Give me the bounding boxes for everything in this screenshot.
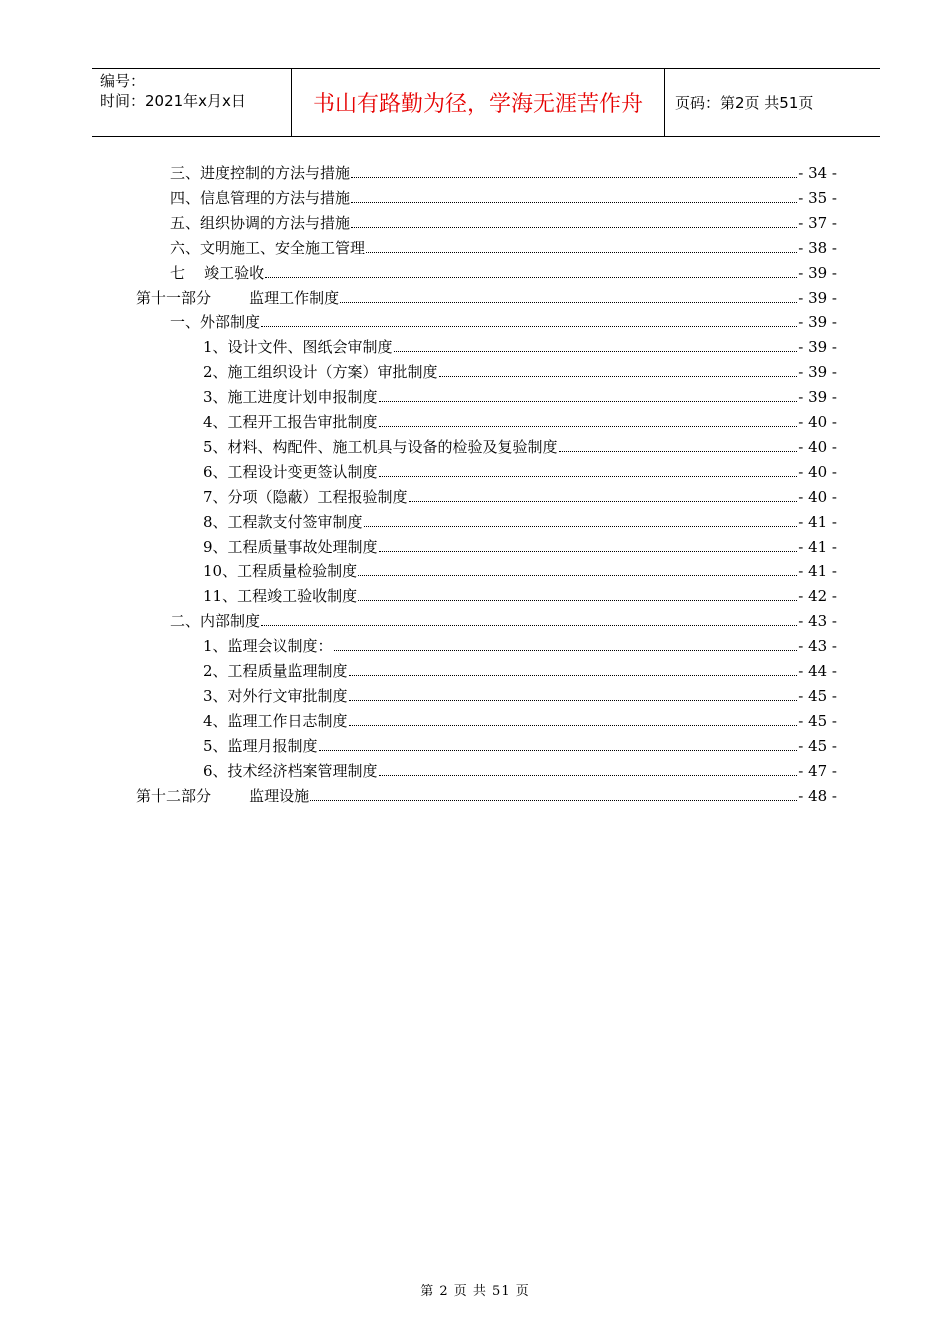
toc-entry-title: 四、信息管理的方法与措施: [170, 188, 351, 207]
toc-entry-title: 五、组织协调的方法与措施: [170, 213, 351, 232]
toc-entry[interactable]: [203, 733, 837, 757]
toc-entry-title: 5、材料、构配件、施工机具与设备的检验及复验制度: [203, 437, 558, 456]
toc-leader-dots: [409, 500, 798, 502]
toc-entry[interactable]: [203, 409, 837, 433]
toc-entry[interactable]: [170, 309, 837, 333]
toc-entry-page: - 41 -: [798, 512, 837, 531]
toc-entry-page: - 47 -: [798, 761, 837, 780]
toc-entry-page: - 39 -: [798, 338, 837, 357]
toc-leader-dots: [319, 749, 798, 751]
toc-entry[interactable]: [203, 434, 837, 458]
toc-entry[interactable]: [203, 359, 837, 383]
toc-entry-title: 10、工程质量检验制度: [203, 562, 358, 581]
toc-leader-dots: [358, 574, 797, 576]
toc-entry[interactable]: [170, 160, 837, 184]
toc-entry-page: - 45 -: [798, 736, 837, 755]
page-footer: 第 2 页 共 51 页: [420, 1284, 530, 1299]
toc-entry-title: 第十一部分 监理工作制度: [136, 288, 340, 307]
toc-entry[interactable]: [170, 210, 837, 234]
toc-entry-page: - 45 -: [798, 686, 837, 705]
toc-leader-dots: [379, 425, 798, 427]
toc-entry-title: 8、工程款支付签审制度: [203, 512, 363, 531]
toc-entry[interactable]: [136, 285, 837, 309]
toc-entry-page: - 41 -: [798, 537, 837, 556]
toc-entry[interactable]: [203, 633, 837, 657]
toc-entry-page: - 40 -: [798, 487, 837, 506]
toc-entry[interactable]: [203, 334, 837, 358]
header-page-info: 页码：第2页 共51页: [675, 94, 814, 112]
toc-entry-title: 一、外部制度: [170, 313, 261, 332]
toc-leader-dots: [349, 699, 798, 701]
toc-leader-dots: [394, 350, 798, 352]
toc-entry-title: 3、施工进度计划申报制度: [203, 388, 378, 407]
toc-entry-title: 1、监理会议制度：: [203, 637, 333, 656]
page-header: [92, 68, 880, 137]
toc-leader-dots: [265, 276, 797, 278]
toc-entry-page: - 39 -: [798, 363, 837, 382]
toc-leader-dots: [351, 176, 797, 178]
toc-leader-dots: [340, 301, 797, 303]
toc-entry-title: 7、分项（隐蔽）工程报验制度: [203, 487, 408, 506]
toc-entry-title: 4、工程开工报告审批制度: [203, 413, 378, 431]
toc-entry-title: 5、监理月报制度: [203, 736, 318, 755]
header-motto: 书山有路勤为径，学海无涯苦作舟: [292, 69, 665, 136]
toc-entry-page: - 42 -: [798, 587, 837, 606]
toc-entry-page: - 39 -: [798, 388, 837, 407]
toc-leader-dots: [379, 475, 798, 477]
toc-entry-title: 七 竣工验收: [170, 263, 265, 282]
toc-entry-page: - 35 -: [798, 188, 837, 207]
toc-entry-page: - 44 -: [798, 662, 837, 680]
toc-entry[interactable]: [203, 484, 837, 508]
toc-entry-title: 6、工程设计变更签认制度: [203, 462, 378, 481]
toc-entry[interactable]: [203, 683, 837, 707]
toc-entry-title: 3、对外行文审批制度: [203, 686, 348, 705]
toc-leader-dots: [364, 525, 798, 527]
toc-entry-page: - 39 -: [798, 313, 837, 332]
toc-entry[interactable]: [170, 608, 837, 632]
toc-entry-page: - 43 -: [798, 612, 837, 631]
toc-entry-page: - 39 -: [798, 288, 837, 307]
toc-leader-dots: [366, 251, 797, 253]
toc-leader-dots: [261, 325, 797, 327]
toc-entry-title: 第十二部分 监理设施: [136, 786, 310, 805]
toc-entry-page: - 45 -: [798, 711, 837, 730]
toc-entry[interactable]: [203, 509, 837, 533]
toc-entry-title: 11、工程竣工验收制度: [203, 587, 358, 606]
toc-leader-dots: [439, 375, 798, 377]
toc-leader-dots: [358, 599, 797, 601]
toc-entry-title: 2、工程质量监理制度: [203, 662, 348, 680]
toc-entry-page: - 40 -: [798, 413, 837, 431]
toc-entry-page: - 37 -: [798, 213, 837, 232]
toc-entry[interactable]: [203, 708, 837, 732]
toc-entry-title: 二、内部制度: [170, 612, 261, 631]
toc-entry-page: - 40 -: [798, 437, 837, 456]
toc-leader-dots: [261, 624, 797, 626]
toc-entry[interactable]: [203, 583, 837, 607]
toc-leader-dots: [310, 799, 797, 801]
toc-entry[interactable]: [203, 384, 837, 408]
toc-entry-title: 9、工程质量事故处理制度: [203, 537, 378, 556]
toc-entry-title: 三、进度控制的方法与措施: [170, 164, 351, 182]
toc-entry-title: 1、设计文件、图纸会审制度: [203, 338, 393, 357]
toc-entry[interactable]: [203, 658, 837, 682]
toc-entry-page: - 39 -: [798, 263, 837, 282]
toc-entry-page: - 41 -: [798, 562, 837, 581]
toc-entry-page: - 48 -: [798, 786, 837, 805]
toc-leader-dots: [334, 649, 798, 651]
toc-leader-dots: [559, 450, 798, 452]
toc-leader-dots: [379, 550, 798, 552]
document-time-label: 时间：2021年x月x日: [100, 92, 246, 110]
toc-entry-title: 6、技术经济档案管理制度: [203, 761, 378, 780]
toc-entry[interactable]: [203, 558, 837, 582]
document-number-label: 编号：: [100, 72, 146, 90]
toc-entry-title: 2、施工组织设计（方案）审批制度: [203, 363, 438, 382]
toc-entry-page: - 34 -: [798, 164, 837, 182]
toc-entry[interactable]: [203, 758, 837, 782]
toc-entry[interactable]: [203, 534, 837, 558]
toc-entry[interactable]: [136, 783, 837, 807]
toc-entry[interactable]: [170, 235, 837, 259]
toc-entry-title: 4、监理工作日志制度: [203, 711, 348, 730]
toc-entry[interactable]: [170, 185, 837, 209]
toc-leader-dots: [349, 674, 798, 676]
toc-entry-page: - 43 -: [798, 637, 837, 656]
toc-entry[interactable]: [170, 260, 837, 284]
toc-entry-title: 六、文明施工、安全施工管理: [170, 238, 366, 257]
toc-entry-page: - 38 -: [798, 238, 837, 257]
toc-leader-dots: [379, 400, 798, 402]
toc-leader-dots: [379, 774, 798, 776]
header-meta: [92, 69, 292, 136]
toc-entry[interactable]: [203, 459, 837, 483]
toc-leader-dots: [351, 201, 797, 203]
toc-leader-dots: [349, 724, 798, 726]
toc-entry-page: - 40 -: [798, 462, 837, 481]
toc-leader-dots: [351, 226, 797, 228]
